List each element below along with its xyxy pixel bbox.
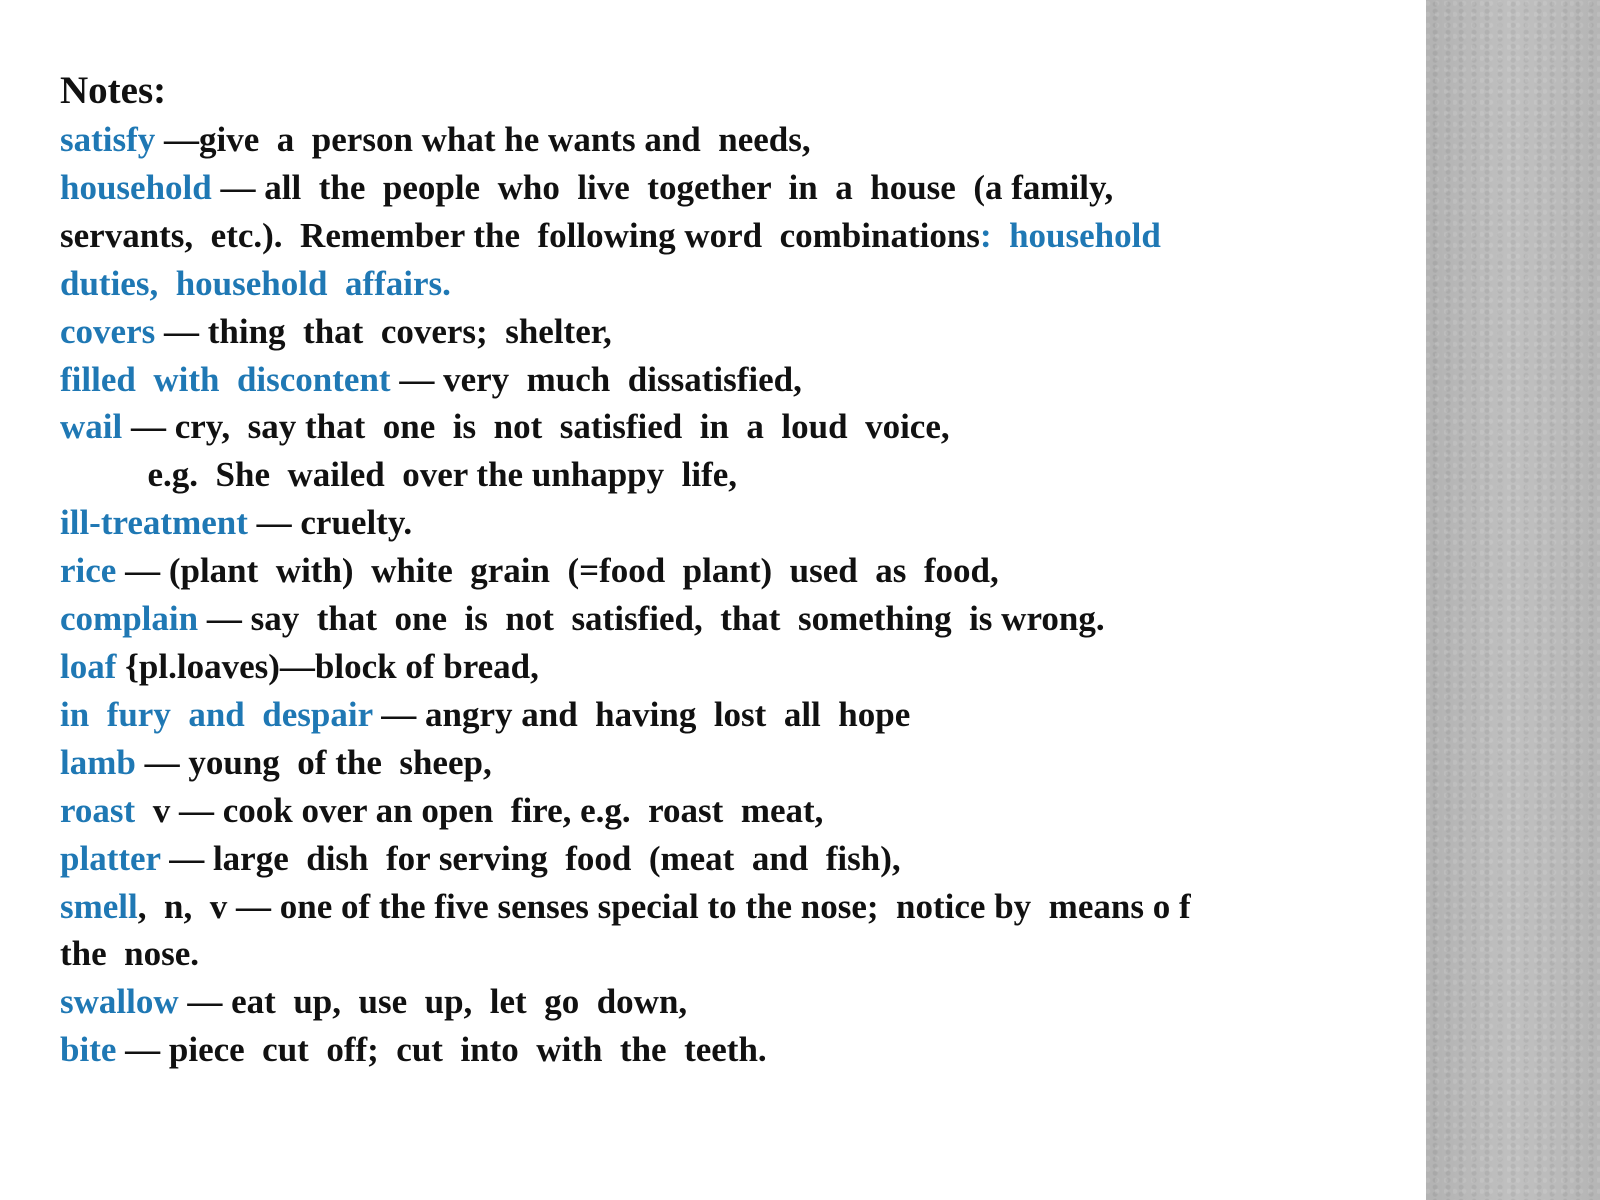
- note-term: rice: [60, 551, 117, 591]
- note-line: [60, 930, 1400, 978]
- note-definition: — say that one is not satisfied, that something is wrong.: [198, 599, 1105, 639]
- note-term: in fury and despair: [60, 694, 373, 734]
- note-definition: —give a person what he wants and needs,: [155, 120, 811, 159]
- note-example-line: [60, 451, 1400, 499]
- notes-block: [60, 66, 1400, 1074]
- note-term: lamb: [60, 742, 136, 782]
- note-definition: servants, etc.). Remember the following word combinations: [60, 215, 980, 255]
- note-definition: {pl.loaves)—block of bread,: [116, 646, 539, 686]
- note-line: [60, 356, 1400, 404]
- note-definition: , n, v — one of the five senses special to the nose; notice by means o f: [137, 886, 1191, 926]
- note-line: [60, 308, 1400, 356]
- note-term: swallow: [60, 982, 179, 1022]
- note-line: [60, 691, 1400, 739]
- note-definition: — (plant with) white grain (=food plant) used as food,: [116, 551, 999, 591]
- note-line: [60, 643, 1400, 691]
- note-term: ill-treatment: [60, 503, 248, 543]
- note-term: filled with discontent: [60, 359, 391, 399]
- note-definition: — young of the sheep,: [135, 742, 492, 782]
- note-line: [60, 164, 1400, 212]
- note-term: : household: [979, 215, 1161, 255]
- note-definition: — large dish for serving food (meat and fish),: [160, 838, 901, 878]
- note-line: [60, 116, 1400, 164]
- note-term: wail: [60, 407, 123, 447]
- decorative-side-panel: [1426, 0, 1600, 1200]
- note-definition: — cry, say that one is not satisfied in a loud voice,: [122, 407, 950, 447]
- note-definition: the nose.: [60, 934, 200, 974]
- note-line: [60, 547, 1400, 595]
- note-term: roast: [60, 790, 136, 830]
- notes-title: Notes:: [60, 69, 167, 112]
- note-term: loaf: [60, 646, 117, 686]
- note-line: [60, 787, 1400, 835]
- note-definition: — thing that covers; shelter,: [155, 311, 612, 351]
- note-example: e.g. She wailed over the unhappy life,: [60, 455, 738, 495]
- note-definition: — cruelty.: [247, 503, 413, 543]
- note-definition: — eat up, use up, let go down,: [178, 982, 688, 1022]
- note-line: [60, 595, 1400, 643]
- note-term: bite: [60, 1030, 117, 1070]
- note-term: satisfy: [60, 120, 156, 159]
- note-term: platter: [60, 838, 161, 878]
- note-line: [60, 260, 1400, 308]
- note-term: household: [60, 167, 212, 207]
- note-term: duties, household affairs.: [60, 263, 451, 303]
- note-term: covers: [60, 311, 156, 351]
- note-line: [60, 978, 1400, 1026]
- note-definition: — piece cut off; cut into with the teeth.: [116, 1030, 767, 1070]
- note-definition: — all the people who live together in a house (a family,: [211, 167, 1114, 207]
- note-term: complain: [60, 599, 199, 639]
- note-line: [60, 212, 1400, 260]
- note-definition: — angry and having lost all hope: [372, 694, 911, 734]
- note-line: [60, 403, 1400, 451]
- note-term: smell: [60, 886, 138, 926]
- note-line: [60, 739, 1400, 787]
- note-line: [60, 835, 1400, 883]
- note-definition: — very much dissatisfied,: [390, 359, 802, 399]
- note-line: [60, 883, 1400, 931]
- note-line: [60, 1026, 1400, 1074]
- note-line: [60, 499, 1400, 547]
- note-definition: v — cook over an open fire, e.g. roast meat,: [135, 790, 824, 830]
